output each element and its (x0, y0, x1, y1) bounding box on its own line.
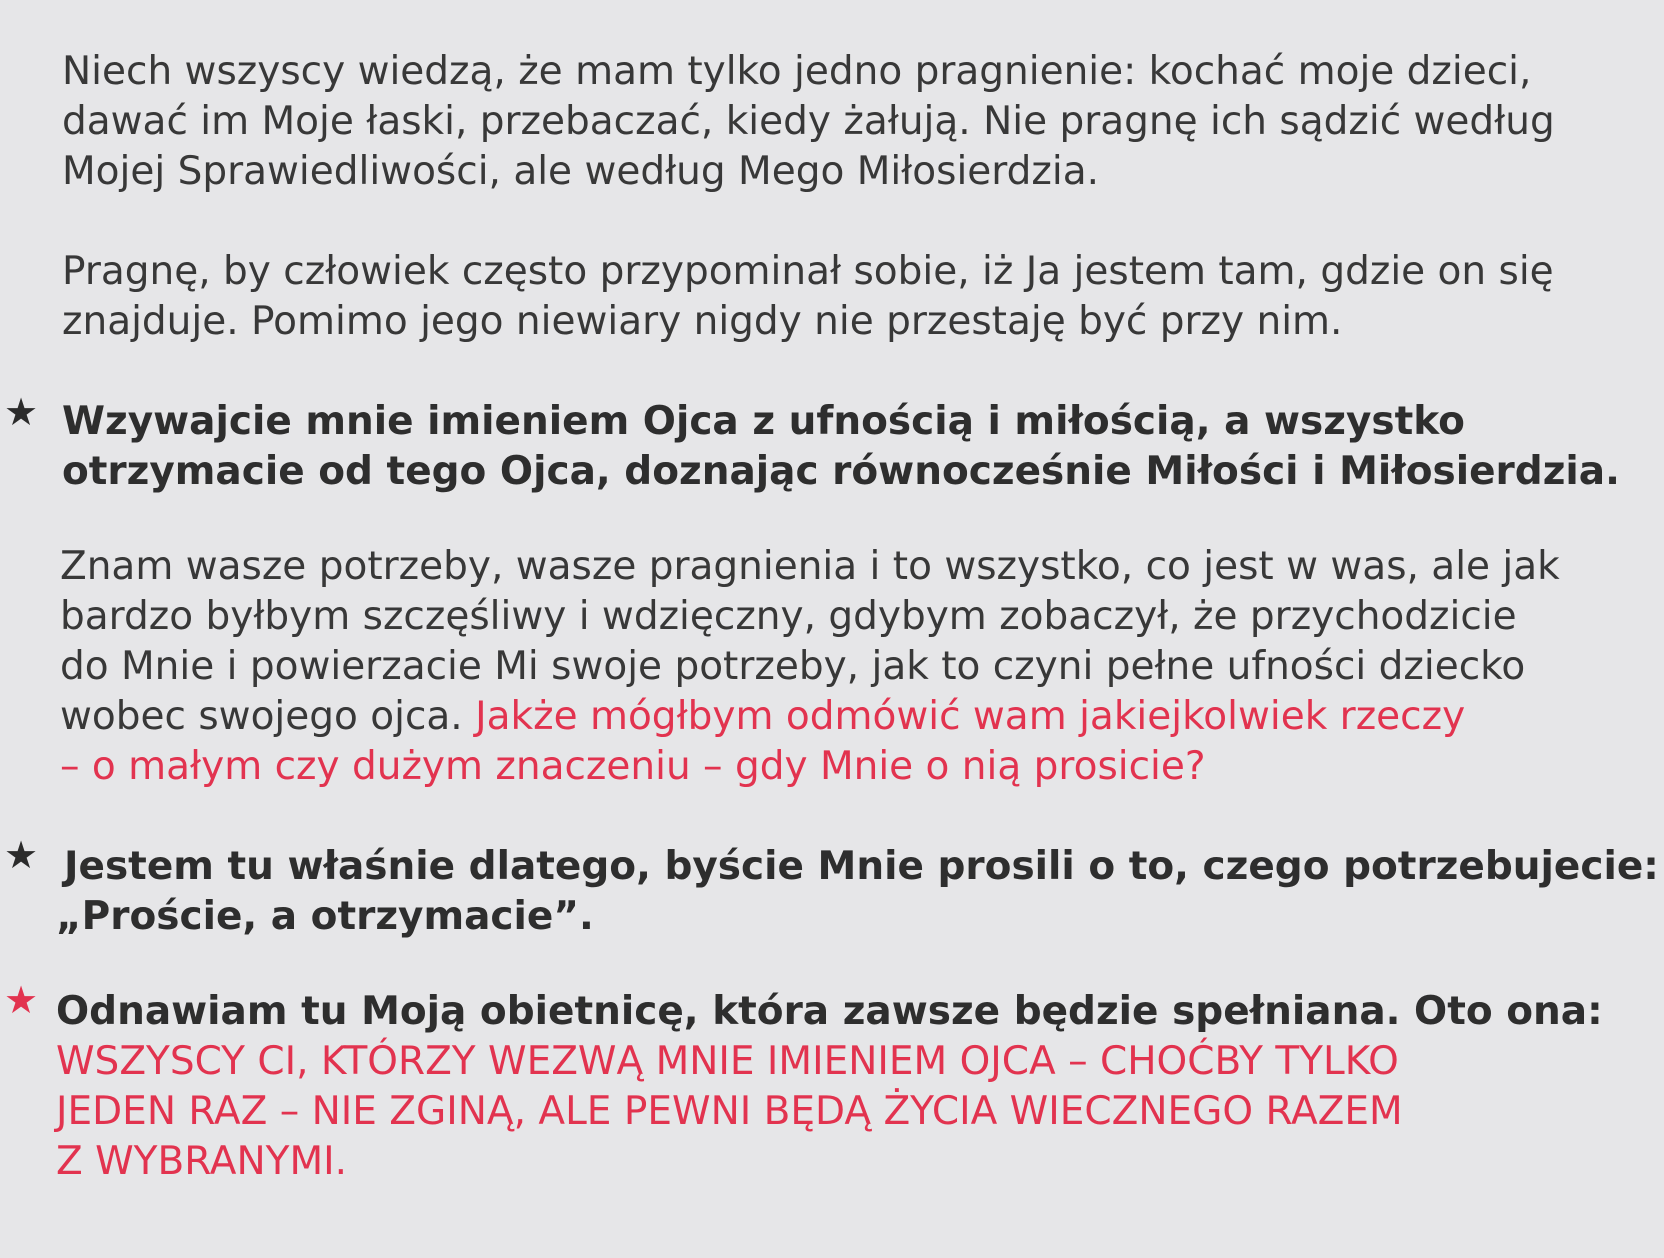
text-line: dawać im Moje łaski, przebaczać, kiedy żałują. Nie pragnę ich sądzić według (62, 99, 1555, 144)
promise-line: WSZYSCY CI, KTÓRZY WEZWĄ MNIE IMIENIEM OJCA – CHOĆBY TYLKO (56, 1039, 1399, 1084)
promise-line: JEDEN RAZ – NIE ZGINĄ, ALE PEWNI BĘDĄ ŻYCIA WIECZNEGO RAZEM (56, 1089, 1403, 1134)
text-line: Niech wszyscy wiedzą, że mam tylko jedno pragnienie: kochać moje dzieci, (62, 49, 1532, 94)
text-line: Jestem tu właśnie dlatego, byście Mnie prosili o to, czego potrzebujecie: (64, 844, 1659, 889)
paragraph-needs (60, 542, 1620, 792)
text-line: otrzymacie od tego Ojca, doznając równocześnie Miłości i Miłosierdzia. (62, 449, 1620, 494)
paragraph-presence (62, 247, 1622, 347)
text-line: bardzo byłbym szczęśliwy i wdzięczny, gdybym zobaczył, że przychodzicie (60, 594, 1517, 639)
paragraph-call-father (62, 397, 1622, 497)
text-line: Mojej Sprawiedliwości, ale według Mego Miłosierdzia. (62, 149, 1099, 194)
text-red-highlight: – o małym czy dużym znaczeniu – gdy Mnie o nią prosicie? (60, 744, 1206, 789)
paragraph-desire (62, 47, 1622, 197)
star-icon: ★ (4, 390, 39, 434)
text-line: „Proście, a otrzymacie”. (56, 894, 594, 939)
text-line: Znam wasze potrzeby, wasze pragnienia i to wszystko, co jest w was, ale jak (60, 544, 1560, 589)
text-line: znajduje. Pomimo jego niewiary nigdy nie przestaję być przy nim. (62, 299, 1343, 344)
text-line: Odnawiam tu Moją obietnicę, która zawsze będzie spełniana. Oto ona: (56, 989, 1603, 1034)
text-line: Wzywajcie mnie imieniem Ojca z ufnością i miłością, a wszystko (62, 399, 1465, 444)
star-icon: ★ (4, 833, 39, 877)
text-line: Pragnę, by człowiek często przypominał sobie, iż Ja jestem tam, gdzie on się (62, 249, 1554, 294)
star-icon: ★ (4, 978, 39, 1022)
text-line-mixed (60, 692, 1620, 742)
paragraph-ask (56, 842, 1659, 942)
promise-line: Z WYBRANYMI. (56, 1139, 347, 1184)
text-dark: wobec swojego ojca. (60, 694, 476, 739)
paragraph-promise (56, 987, 1616, 1187)
text-red-highlight: Jakże mógłbym odmówić wam jakiejkolwiek rzeczy (475, 694, 1466, 739)
text-line: do Mnie i powierzacie Mi swoje potrzeby, jak to czyni pełne ufności dziecko (60, 644, 1526, 689)
